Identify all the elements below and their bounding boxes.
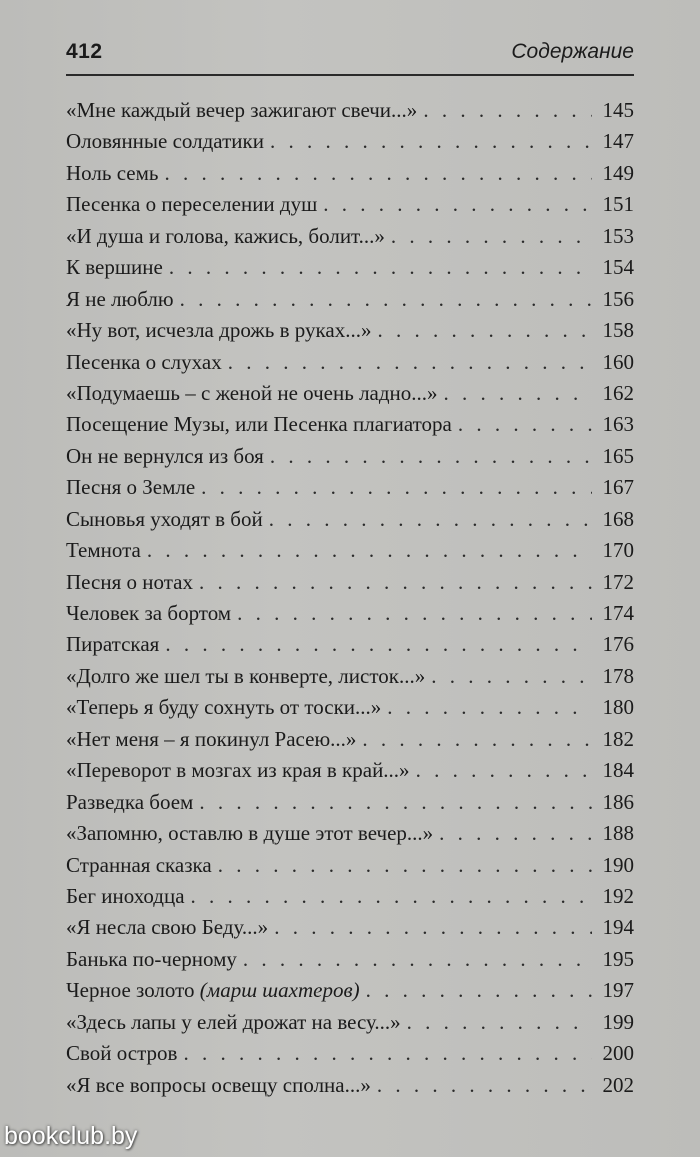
toc-entry xyxy=(66,504,634,535)
toc-entry xyxy=(66,881,634,912)
toc-entry xyxy=(66,598,634,629)
toc-entry-title xyxy=(66,95,417,126)
toc-entry xyxy=(66,221,634,252)
toc-entry-title-text: Бег иноходца xyxy=(66,883,185,908)
toc-entry-page-number: 174 xyxy=(602,601,634,625)
dot-leader xyxy=(237,598,592,629)
dot-leader xyxy=(270,126,592,157)
toc-entry-page-number: 158 xyxy=(602,318,634,343)
toc-entry xyxy=(66,724,634,755)
toc-entry-page-number: 165 xyxy=(602,443,634,468)
dot-leader xyxy=(218,850,592,881)
toc-entry-page-number: 180 xyxy=(602,695,634,720)
header-divider xyxy=(66,74,634,76)
toc-entry xyxy=(66,1070,634,1101)
toc-entry-page-number: 190 xyxy=(602,852,634,877)
dot-leader xyxy=(164,158,592,189)
dot-leader xyxy=(423,95,592,126)
toc-entry xyxy=(66,944,634,975)
toc-entry xyxy=(66,787,634,818)
toc-entry-page-number: 199 xyxy=(602,1009,634,1034)
toc-entry-title-text: Посещение Музы, или Песенка плагиатора xyxy=(66,412,452,437)
toc-entry xyxy=(66,535,634,566)
toc-entry-title-text: Ноль семь xyxy=(66,160,159,185)
toc-entry-title xyxy=(66,692,381,723)
toc-entry-title xyxy=(66,504,263,535)
toc-entry-page-number: 168 xyxy=(602,506,634,531)
toc-entry-title-text: «Мне каждый вечер зажигают свечи...» xyxy=(66,98,418,122)
toc-entry-page-number: 188 xyxy=(602,821,634,846)
toc-entry-title-text: «Долго же шел ты в конверте, листок...» xyxy=(66,663,426,688)
dot-leader xyxy=(362,724,592,755)
toc-entry xyxy=(66,409,634,440)
toc-entry-title-text: «Переворот в мозгах из края в край...» xyxy=(66,758,410,783)
toc-entry-title xyxy=(66,1070,371,1101)
toc-entry-title-text: «И душа и голова, кажись, болит...» xyxy=(66,223,385,248)
toc-entry-title xyxy=(66,787,193,818)
toc-entry xyxy=(66,126,634,157)
toc-entry-page-number: 149 xyxy=(602,160,634,185)
toc-entry xyxy=(66,158,634,189)
dot-leader xyxy=(387,692,592,723)
dot-leader xyxy=(201,472,592,503)
toc-entry-title xyxy=(66,629,159,660)
toc-entry-page-number: 163 xyxy=(602,412,634,437)
dot-leader xyxy=(243,944,592,975)
dot-leader xyxy=(270,441,592,472)
dot-leader xyxy=(269,504,592,535)
toc-entry-page-number: 162 xyxy=(602,380,634,405)
dot-leader xyxy=(366,975,592,1006)
toc-entry-title-text: Песенка о переселении душ xyxy=(66,192,318,217)
toc-entry-page-number: 151 xyxy=(602,192,634,217)
toc-entry-title xyxy=(66,378,438,409)
toc-entry-title xyxy=(66,975,360,1006)
toc-entry-title xyxy=(66,535,141,566)
dot-leader xyxy=(274,912,592,943)
toc-entry-title xyxy=(66,252,163,283)
toc-entry-title-text: Сыновья уходят в бой xyxy=(66,506,263,531)
toc-entry-title-text: Разведка боем xyxy=(66,789,194,814)
toc-entry xyxy=(66,755,634,786)
toc-entry-title-text: Банька по-черному xyxy=(66,946,237,971)
toc-entry-title xyxy=(66,567,193,598)
toc-entry-title-text: Песня о Земле xyxy=(66,475,196,500)
toc-entry-title-text: «Подумаешь – с женой не очень ладно...» xyxy=(66,380,438,405)
toc-entry xyxy=(66,818,634,849)
toc-entry-page-number: 195 xyxy=(602,946,634,971)
toc-entry-page-number: 186 xyxy=(602,789,634,814)
toc-entry-title-text: Темнота xyxy=(66,538,141,563)
toc-entry-title-text: Черное золото xyxy=(66,978,195,1003)
toc-entry-title xyxy=(66,409,452,440)
toc-entry-title xyxy=(66,818,433,849)
toc-entry xyxy=(66,1038,634,1069)
toc-entry-page-number: 194 xyxy=(602,915,634,940)
page-number: 412 xyxy=(66,40,103,63)
dot-leader xyxy=(169,252,592,283)
toc-entry-title-text: «Я несла свою Беду...» xyxy=(66,915,269,940)
toc-entry-title-text: Человек за бортом xyxy=(66,601,232,625)
dot-leader xyxy=(180,284,592,315)
dot-leader xyxy=(458,409,592,440)
toc-entry xyxy=(66,315,634,346)
dot-leader xyxy=(191,881,592,912)
toc-entry xyxy=(66,378,634,409)
toc-entry xyxy=(66,692,634,723)
toc-entry-page-number: 182 xyxy=(602,726,634,751)
toc-entry xyxy=(66,975,634,1006)
toc-entry-page-number: 184 xyxy=(602,758,634,783)
dot-leader xyxy=(323,189,592,220)
toc-entry-title-text: «Нет меня – я покинул Расею...» xyxy=(66,726,357,751)
toc-entry-page-number: 178 xyxy=(602,663,634,688)
toc-entry-title xyxy=(66,189,317,220)
toc-entry-page-number: 172 xyxy=(602,569,634,594)
toc-entry-title xyxy=(66,724,356,755)
toc-entry-title xyxy=(66,1007,401,1038)
toc-entry xyxy=(66,661,634,692)
toc-entry xyxy=(66,850,634,881)
toc-entry-title-text: «Здесь лапы у елей дрожат на весу...» xyxy=(66,1009,401,1034)
dot-leader xyxy=(199,787,592,818)
toc-entry-title xyxy=(66,126,264,157)
toc-entry-title-text: Странная сказка xyxy=(66,852,212,877)
toc-entry-page-number: 153 xyxy=(602,223,634,248)
toc-entry-title xyxy=(66,850,212,881)
toc-entry-page-number: 145 xyxy=(602,98,634,122)
toc-entry-page-number: 202 xyxy=(602,1072,634,1097)
toc-entry-subtitle: (марш шахтеров) xyxy=(199,978,360,1003)
toc-entry-title xyxy=(66,881,185,912)
toc-entry-title-text: Песенка о слухах xyxy=(66,349,222,374)
dot-leader xyxy=(416,755,592,786)
toc-entry-title-text: Пиратская xyxy=(66,632,160,657)
toc-entry xyxy=(66,284,634,315)
toc-entry-title xyxy=(66,598,231,629)
toc-entry-title xyxy=(66,661,425,692)
page-header xyxy=(66,40,634,76)
dot-leader xyxy=(377,315,592,346)
toc-entry-page-number: 170 xyxy=(602,538,634,563)
toc-entry xyxy=(66,252,634,283)
toc-entry-page-number: 154 xyxy=(602,255,634,280)
toc-entry-title-text: Оловянные солдатики xyxy=(66,129,264,154)
toc-entry-title xyxy=(66,221,385,252)
toc-entry-title-text: «Я все вопросы освещу сполна...» xyxy=(66,1072,371,1097)
toc-entry xyxy=(66,472,634,503)
toc-entry-title xyxy=(66,944,237,975)
toc-entry-title-text: Он не вернулся из боя xyxy=(66,443,264,468)
running-head: Содержание xyxy=(511,40,634,63)
toc-entry-title xyxy=(66,912,268,943)
toc-entry xyxy=(66,912,634,943)
toc-entry-title xyxy=(66,441,264,472)
dot-leader xyxy=(439,818,592,849)
watermark: bookclub.by xyxy=(4,1122,138,1150)
toc-entry-page-number: 156 xyxy=(602,286,634,311)
toc-entry-page-number: 160 xyxy=(602,349,634,374)
toc-entry-title xyxy=(66,347,222,378)
toc-entry-title-text: «Запомню, оставлю в душе этот вечер...» xyxy=(66,821,434,846)
toc-entry-title-text: Свой остров xyxy=(66,1041,178,1066)
toc-entry-title xyxy=(66,1038,177,1069)
toc-entry-title-text: «Ну вот, исчезла дрожь в руках...» xyxy=(66,318,372,343)
dot-leader xyxy=(165,629,592,660)
toc-entry-title xyxy=(66,158,158,189)
toc-entry-title-text: Песня о нотах xyxy=(66,569,193,594)
toc-entry-title-text: Я не люблю xyxy=(66,286,174,311)
toc-entry-title xyxy=(66,472,195,503)
toc-entry xyxy=(66,441,634,472)
toc-entry xyxy=(66,629,634,660)
toc-entry-title xyxy=(66,755,410,786)
dot-leader xyxy=(444,378,592,409)
toc-entry-page-number: 200 xyxy=(602,1041,634,1066)
toc-entry-page-number: 147 xyxy=(602,129,634,154)
toc-entry-page-number: 176 xyxy=(602,632,634,657)
toc-entry xyxy=(66,95,634,126)
toc-entry-page-number: 197 xyxy=(602,978,634,1003)
toc-entry-title xyxy=(66,284,174,315)
toc-entry xyxy=(66,567,634,598)
table-of-contents xyxy=(66,95,634,1101)
dot-leader xyxy=(228,347,592,378)
toc-entry xyxy=(66,189,634,220)
toc-entry-page-number: 192 xyxy=(602,883,634,908)
dot-leader xyxy=(183,1038,592,1069)
dot-leader xyxy=(391,221,592,252)
dot-leader xyxy=(407,1007,592,1038)
toc-entry-title-text: К вершине xyxy=(66,255,163,280)
toc-entry-title-text: «Теперь я буду сохнуть от тоски...» xyxy=(66,695,382,720)
toc-entry-page-number: 167 xyxy=(602,475,634,500)
dot-leader xyxy=(377,1070,592,1101)
toc-entry xyxy=(66,1007,634,1038)
toc-entry-title xyxy=(66,315,371,346)
dot-leader xyxy=(431,661,592,692)
dot-leader xyxy=(147,535,592,566)
dot-leader xyxy=(199,567,592,598)
toc-entry xyxy=(66,347,634,378)
